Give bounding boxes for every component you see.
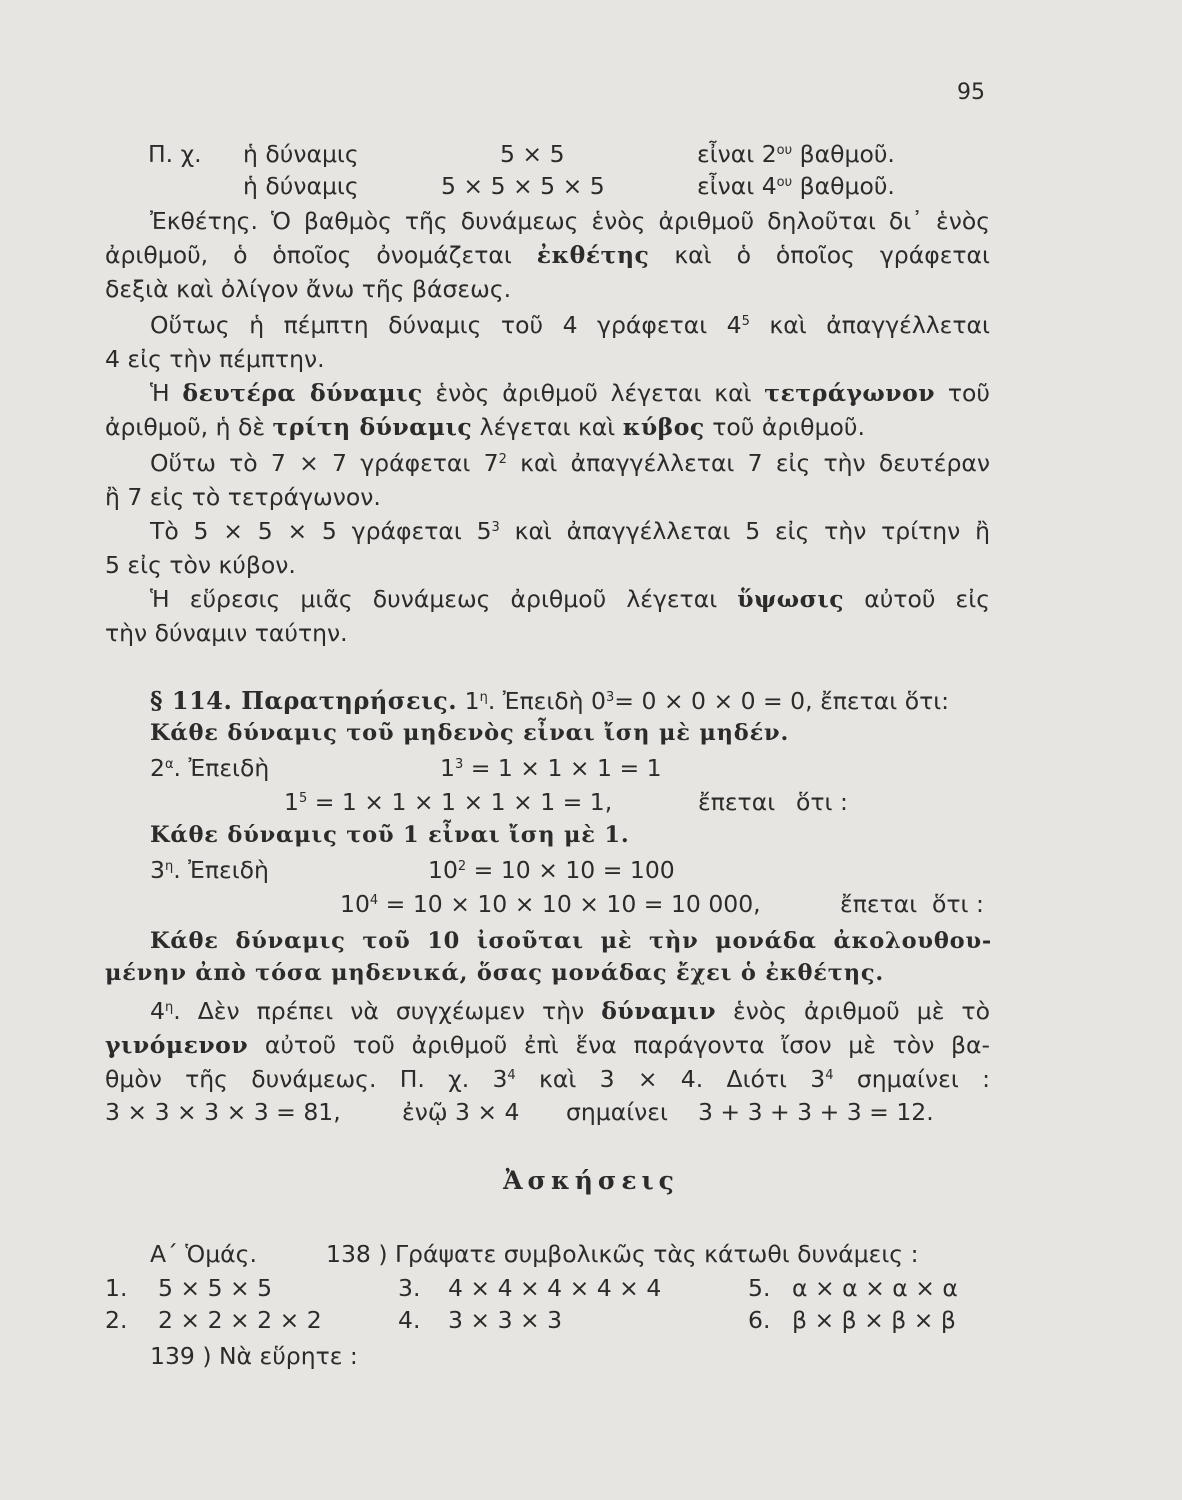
- note-4-line-4c: σημαίνει: [566, 1098, 668, 1126]
- example-2-degree: εἶναι $4^{o\upsilon}$ βαθμοῦ.: [697, 172, 895, 200]
- note-3-eq-1: $10^2 = 10 \times 10 = 100$: [428, 856, 675, 884]
- note-2-that: ὅτι :: [796, 788, 848, 816]
- exercise-item-expr: 4 × 4 × 4 × 4 × 4: [448, 1274, 662, 1302]
- term-power: δύναμιν: [601, 997, 716, 1025]
- five-cube-line-1: Τὸ 5 × 5 × 5 γράφεται $5^3$ καὶ ἀπαγγέλλεται 5 εἰς τὴν τρίτην ἢ: [150, 517, 990, 545]
- example-1-degree: εἶναι $2^{o\upsilon}$ βαθμοῦ.: [697, 140, 895, 168]
- example-1-term: ἡ δύναμις: [243, 140, 359, 168]
- section-114-heading: § 114. Παρατηρήσεις.: [150, 686, 458, 715]
- note-2-eq-2: $1^5 = 1 \times 1 \times 1 \times 1 \times 1 = 1$,: [284, 788, 613, 816]
- rule-zero-power: Κάθε δύναμις τοῦ μηδενὸς εἶναι ἴση μὲ μηδέν.: [150, 720, 790, 746]
- term-square: τετράγωνον: [764, 379, 936, 407]
- exponent-paragraph-line-3: δεξιὰ καὶ ὀλίγον ἄνω τῆς βάσεως.: [105, 275, 512, 303]
- five-cube-line-2: 5 εἰς τὸν κύβον.: [105, 551, 296, 579]
- exercise-item-num: 3.: [398, 1274, 421, 1302]
- seven-square-line-2: ἢ 7 εἰς τὸ τετράγωνον.: [105, 483, 381, 511]
- note-3-eq-2: $10^4 = 10 \times 10 \times 10 \times 10 = 10$ 000,: [340, 890, 761, 918]
- term-exponentiation: ὕψωσις: [737, 585, 845, 613]
- exercise-item-num: 1.: [105, 1274, 128, 1302]
- term-exponent: ἐκθέτης: [536, 241, 650, 269]
- example-1-expr: 5 × 5: [500, 140, 565, 168]
- exercise-item-expr: α × α × α × α: [792, 1274, 958, 1302]
- example-2-term: ἡ δύναμις: [243, 172, 359, 200]
- square-cube-line-2: ἀριθμοῦ, ἡ δὲ τρίτη δύναμις λέγεται καὶ κύβος τοῦ ἀριθμοῦ.: [105, 413, 865, 441]
- term-third-power: τρίτη δύναμις: [272, 413, 473, 441]
- rule-ten-power-line-2: μένην ἀπὸ τόσα μηδενικά, ὅσας μονάδας ἔχει ὁ ἐκθέτης.: [105, 960, 884, 986]
- exponent-paragraph-line-2: ἀριθμοῦ, ὁ ὁποῖος ὀνομάζεται ἐκθέτης καὶ ὁ ὁποῖος γράφεται: [105, 241, 990, 269]
- example-2-expr: 5 × 5 × 5 × 5: [441, 172, 605, 200]
- exercises-title: Ἀσκήσεις: [503, 1166, 679, 1195]
- exponentiation-line-2: τὴν δύναμιν ταύτην.: [105, 619, 348, 647]
- term-product: γινόμενον: [105, 1031, 249, 1059]
- exercise-item-expr: 5 × 5 × 5: [158, 1274, 273, 1302]
- section-114-line-1: § 114. Παρατηρήσεις. $1^\eta$. Ἐπειδὴ $0^3= 0 \times 0 \times 0 = 0$, ἔπεται ὅτι:: [150, 686, 950, 715]
- example-label: Π. χ.: [148, 140, 202, 168]
- fifth-power-line-2: 4 εἰς τὴν πέμπτην.: [105, 345, 325, 373]
- note-2-since: $2^\alpha$. Ἐπειδὴ: [150, 754, 270, 782]
- exercise-item-num: 5.: [748, 1274, 771, 1302]
- rule-ten-power-line-1: Κάθε δύναμις τοῦ 10 ἰσοῦται μὲ τὴν μονάδα ἀκολουθου-: [150, 928, 992, 954]
- exercise-item-expr: 3 × 3 × 3: [448, 1306, 563, 1334]
- note-4-line-1: $4^\eta$. Δὲν πρέπει νὰ συγχέωμεν τὴν δύναμιν ἑνὸς ἀριθμοῦ μὲ τὸ: [150, 997, 990, 1025]
- note-4-line-4b: ἐνῷ 3 × 4: [402, 1098, 520, 1126]
- exercise-item-expr: 2 × 2 × 2 × 2: [158, 1306, 322, 1334]
- term-cube: κύβος: [622, 413, 705, 441]
- rule-one-power: Κάθε δύναμις τοῦ 1 εἶναι ἴση μὲ 1.: [150, 822, 630, 848]
- seven-square-line-1: Οὕτω τὸ 7 × 7 γράφεται $7^2$ καὶ ἀπαγγέλλεται 7 εἰς τὴν δευτέραν: [150, 449, 990, 477]
- exponentiation-line-1: Ἡ εὕρεσις μιᾶς δυνάμεως ἀριθμοῦ λέγεται ὕψωσις αὐτοῦ εἰς: [150, 585, 990, 613]
- square-cube-line-1: Ἡ δευτέρα δύναμις ἑνὸς ἀριθμοῦ λέγεται καὶ τετράγωνον τοῦ: [150, 379, 990, 407]
- note-4-line-4a: 3 × 3 × 3 × 3 = 81,: [105, 1098, 341, 1126]
- exercise-item-num: 6.: [748, 1306, 771, 1334]
- exercise-139: 139 ) Νὰ εὕρητε :: [150, 1342, 358, 1370]
- term-second-power: δευτέρα δύναμις: [182, 379, 423, 407]
- note-3-since: $3^\eta$. Ἐπειδὴ: [150, 856, 269, 884]
- exercise-group-label: Α΄ Ὁμάς.: [150, 1240, 257, 1268]
- exercise-item-expr: β × β × β × β: [792, 1306, 956, 1334]
- note-2-then: ἔπεται: [698, 788, 776, 816]
- fifth-power-line-1: Οὕτως ἡ πέμπτη δύναμις τοῦ 4 γράφεται $4^5$ καὶ ἀπαγγέλλεται: [150, 311, 990, 339]
- exponent-paragraph-line-1: Ἐκθέτης. Ὁ βαθμὸς τῆς δυνάμεως ἑνὸς ἀριθμοῦ δηλοῦται δι᾽ ἑνὸς: [150, 207, 990, 235]
- exercise-138: 138 ) Γράψατε συμβολικῶς τὰς κάτωθι δυνάμεις :: [326, 1240, 919, 1268]
- note-4-line-3: θμὸν τῆς δυνάμεως. Π. χ. $3^4$ καὶ 3 × 4. Διότι $3^4$ σημαίνει :: [105, 1065, 990, 1093]
- note-3-that: ὅτι :: [932, 890, 984, 918]
- note-2-eq-1: $1^3 = 1 \times 1 \times 1 = 1$: [440, 754, 662, 782]
- exercise-item-num: 2.: [105, 1306, 128, 1334]
- exercise-item-num: 4.: [398, 1306, 421, 1334]
- note-4-line-4d: 3 + 3 + 3 + 3 = 12.: [698, 1098, 934, 1126]
- note-3-then: ἔπεται: [840, 890, 918, 918]
- note-4-line-2: γινόμενον αὐτοῦ τοῦ ἀριθμοῦ ἐπὶ ἕνα παράγοντα ἴσον μὲ τὸν βα-: [105, 1031, 990, 1059]
- page-number: 95: [957, 80, 985, 105]
